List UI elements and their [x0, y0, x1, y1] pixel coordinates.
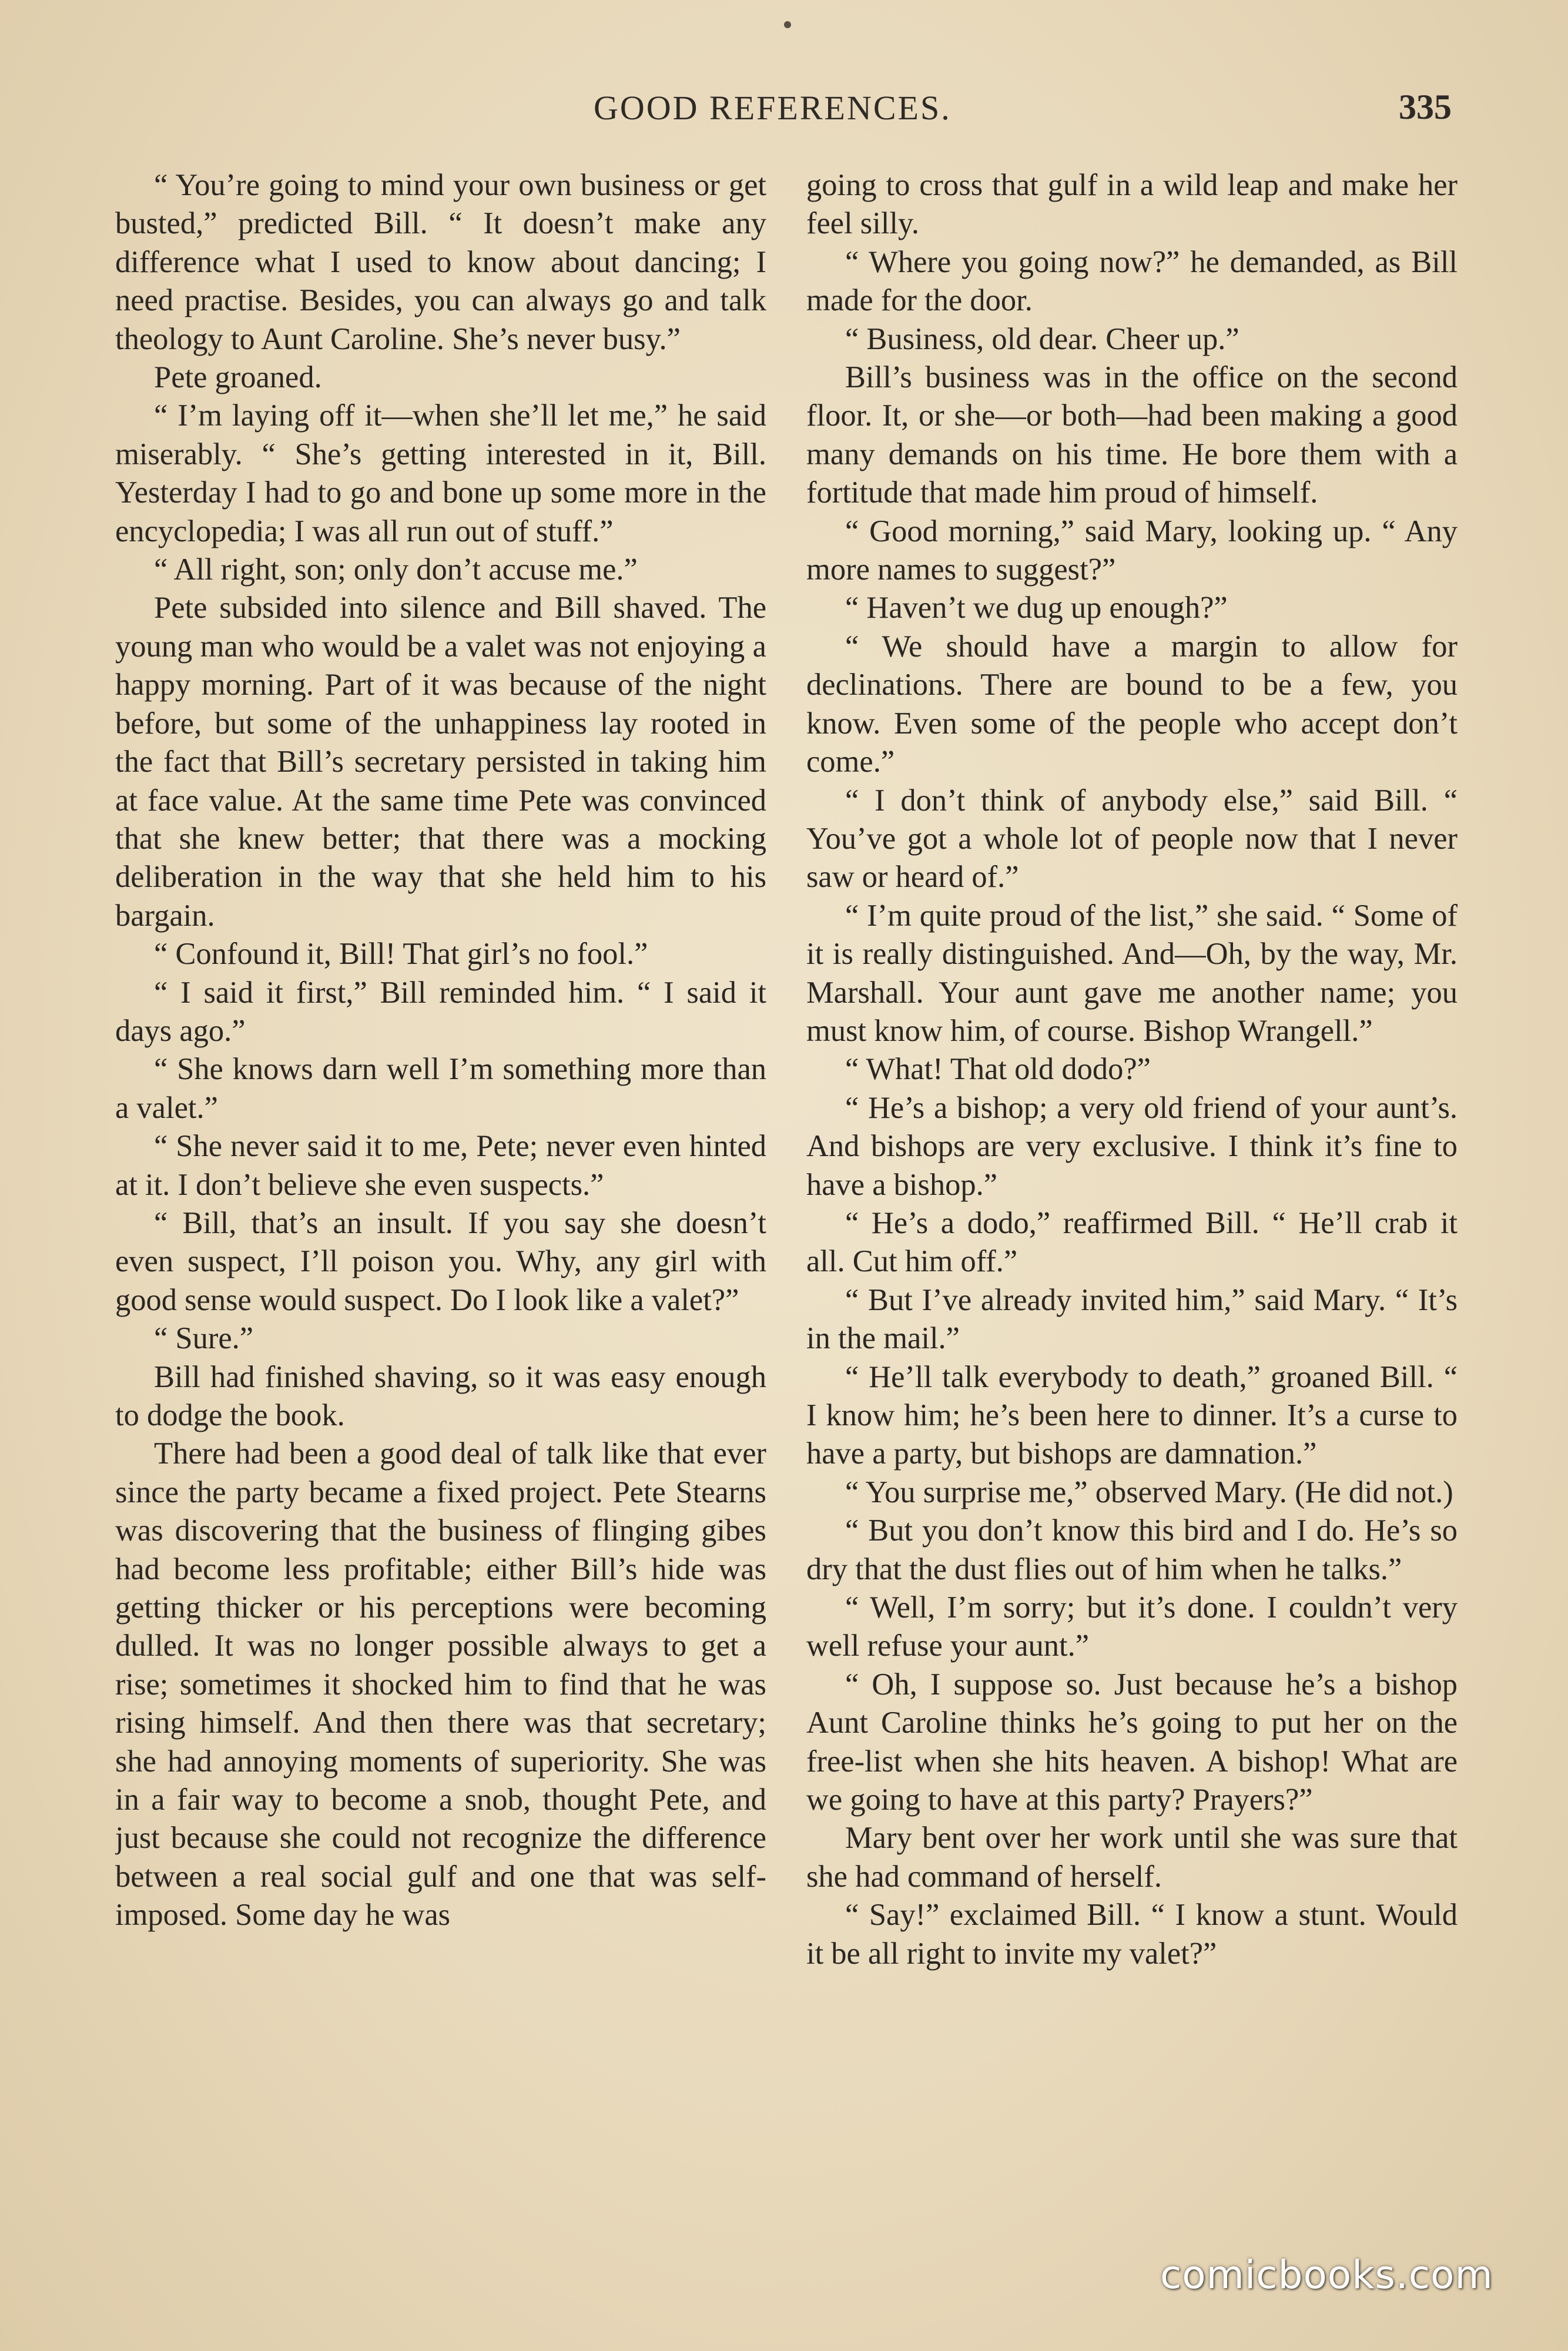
paragraph: “ You surprise me,” observed Mary. (He did not.)	[845, 1475, 1453, 1509]
paragraph: “ She never said it to me, Pete; never even hinted at it. I don’t believe she even suspects.”	[115, 1129, 766, 1202]
right-column	[806, 166, 1458, 2188]
paragraph: Mary bent over her work until she was sure that she had command of herself.	[806, 1821, 1458, 1894]
paragraph: There had been a good deal of talk like that ever since the party became a fixed project. Pete Stearns was discovering that the business of flinging gibes had become less profitable; either Bill’s hide was getting thicker or his perceptions were becoming dulled. It was no longer possible always to get a rise; sometimes it shocked him to find that he was rising himself. And then there was that secretary; she had annoying moments of superiority. She was in a fair way to become a snob, thought Pete, and just because she could not recognize the difference between a real social gulf and one that was self-imposed. Some day he was	[115, 1436, 766, 1933]
paragraph: “ I’m laying off it—when she’ll let me,” he said miserably. “ She’s getting interested in it, Bill. Yesterday I had to go and bone up some more in the encyclopedia; I was all run out of stuff.”	[115, 398, 766, 548]
paragraph: “ I said it first,” Bill reminded him. “ I said it days ago.”	[115, 975, 766, 1048]
paragraph: “ Oh, I suppose so. Just because he’s a bishop Aunt Caroline thinks he’s going to put her on the free-list when she hits heaven. A bishop! What are we going to have at this party? Prayers?”	[806, 1667, 1458, 1817]
paragraph: “ All right, son; only don’t accuse me.”	[154, 552, 638, 587]
paragraph: “ Well, I’m sorry; but it’s done. I couldn’t very well refuse your aunt.”	[806, 1590, 1458, 1663]
page-number: 335	[1399, 88, 1452, 126]
paragraph: Bill’s business was in the office on the second floor. It, or she—or both—had been making a good many demands on his time. He bore them with a fortitude that made him proud of himself.	[806, 360, 1458, 510]
paragraph: “ He’s a dodo,” reaffirmed Bill. “ He’ll crab it all. Cut him off.”	[806, 1205, 1458, 1279]
paragraph: “ Say!” exclaimed Bill. “ I know a stunt. Would it be all right to invite my valet?”	[806, 1898, 1458, 1971]
print-dot	[784, 21, 791, 28]
paragraph: “ But you don’t know this bird and I do. He’s so dry that the dust flies out of him when he talks.”	[806, 1513, 1458, 1586]
paragraph: “ I’m quite proud of the list,” she said. “ Some of it is really distinguished. And—Oh, by the way, Mr. Marshall. Your aunt gave me another name; you must know him, of course. Bishop Wrangell.”	[806, 898, 1458, 1048]
paragraph: “ Sure.”	[154, 1321, 254, 1356]
paragraph: “ Good morning,” said Mary, looking up. “ Any more names to suggest?”	[806, 514, 1458, 587]
paragraph: “ He’s a bishop; a very old friend of your aunt’s. And bishops are very exclusive. I think it’s fine to have a bishop.”	[806, 1090, 1458, 1202]
paragraph: Bill had finished shaving, so it was easy enough to dodge the book.	[115, 1359, 766, 1432]
paragraph: “ You’re going to mind your own business or get busted,” predicted Bill. “ It doesn’t make any difference what I used to know about dancing; I need practise. Besides, you can always go and talk theology to Aunt Caroline. She’s never busy.”	[115, 168, 766, 356]
running-head: GOOD REFERENCES.	[594, 89, 951, 127]
paragraph: “ She knows darn well I’m something more than a valet.”	[115, 1052, 766, 1125]
paragraph: “ What! That old dodo?”	[845, 1052, 1151, 1087]
left-column	[115, 166, 766, 2188]
paragraph: “ Confound it, Bill! That girl’s no fool.”	[154, 937, 648, 972]
paragraph: “ He’ll talk everybody to death,” groaned Bill. “ I know him; he’s been here to dinner. It’s a curse to have a party, but bishops are damnation.”	[806, 1359, 1458, 1471]
site-watermark: comicbooks.com	[1160, 2252, 1493, 2298]
paragraph: “ But I’ve already invited him,” said Mary. “ It’s in the mail.”	[806, 1282, 1458, 1356]
paragraph: “ Business, old dear. Cheer up.”	[845, 321, 1239, 356]
paragraph: “ Bill, that’s an insult. If you say she doesn’t even suspect, I’ll poison you. Why, any girl with good sense would suspect. Do I look like a valet?”	[115, 1205, 766, 1317]
paragraph: “ Haven’t we dug up enough?”	[845, 591, 1228, 625]
paragraph: Pete subsided into silence and Bill shaved. The young man who would be a valet was not enjoying a happy morning. Part of it was because of the night before, but some of the unhappiness lay rooted in the fact that Bill’s secretary persisted in taking him at face value. At the same time Pete was convinced that she knew better; that there was a mocking deliberation in the way that she held him to his bargain.	[115, 591, 766, 933]
paragraph: “ We should have a margin to allow for declinations. There are bound to be a few, you know. Even some of the people who accept don’t come.”	[806, 629, 1458, 779]
continued-paragraph: going to cross that gulf in a wild leap and make her feel silly.	[806, 168, 1458, 241]
paragraph: “ I don’t think of anybody else,” said Bill. “ You’ve got a whole lot of people now that I never saw or heard of.”	[806, 783, 1458, 895]
paragraph: Pete groaned.	[154, 360, 322, 395]
paragraph: “ Where you going now?” he demanded, as Bill made for the door.	[806, 245, 1458, 318]
